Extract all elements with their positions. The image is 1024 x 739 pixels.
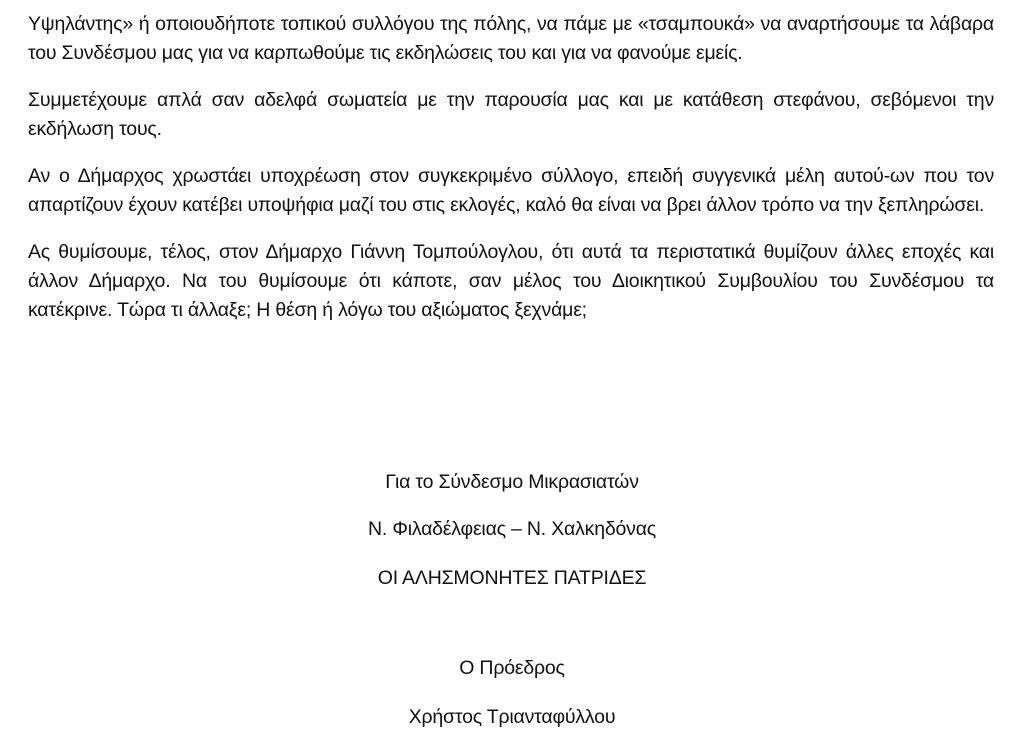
paragraph-4: Ας θυμίσουμε, τέλος, στον Δήμαρχο Γιάννη Τομπούλογλου, ότι αυτά τα περιστατικά θυμίζουν άλλες εποχές και άλλον Δήμαρχο. Να του θυμίσουμε ότι κάποτε, σαν μέλος του Διοικητικού Συμβουλίου του Συνδέσμου τα κατέκρινε. Τώρα τι άλλαξε; Η θέση ή λόγω του αξιώματος ξεχνάμε; [28, 241, 994, 321]
paragraph-2: Συμμετέχουμε απλά σαν αδελφά σωματεία με την παρουσία μας και με κατάθεση στεφάνου, σεβόμενοι την εκδήλωση τους. [28, 89, 994, 140]
signature-role: Ο Πρόεδρος [459, 657, 565, 679]
document-body [28, 10, 994, 343]
signature-association-name: ΟΙ ΑΛΗΣΜΟΝΗΤΕΣ ΠΑΤΡΙΔΕΣ [377, 567, 647, 589]
signature-name: Χρήστος Τριανταφύλλου [408, 706, 616, 728]
paragraph-3: Αν ο Δήμαρχος χρωστάει υποχρέωση στον συγκεκριμένο σύλλογο, επειδή συγγενικά μέλη αυτού-ων που τον απαρτίζουν έχουν κατέβει υποψήφια μαζί του στις εκλογές, καλό θα είναι να βρει άλλον τρόπο να την ξεπληρώσει. [28, 165, 994, 216]
paragraph-1: Υψηλάντης» ή οποιουδήποτε τοπικού συλλόγου της πόλης, να πάμε με «τσαμπουκά» να αναρτήσουμε τα λάβαρα του Συνδέσμου μας για να καρπωθούμε τις εκδηλώσεις του και για να φανούμε εμείς. [28, 13, 994, 64]
signature-location: Ν. Φιλαδέλφειας – Ν. Χαλκηδόνας [368, 518, 656, 540]
signature-organization: Για το Σύνδεσμο Μικρασιατών [385, 471, 639, 493]
